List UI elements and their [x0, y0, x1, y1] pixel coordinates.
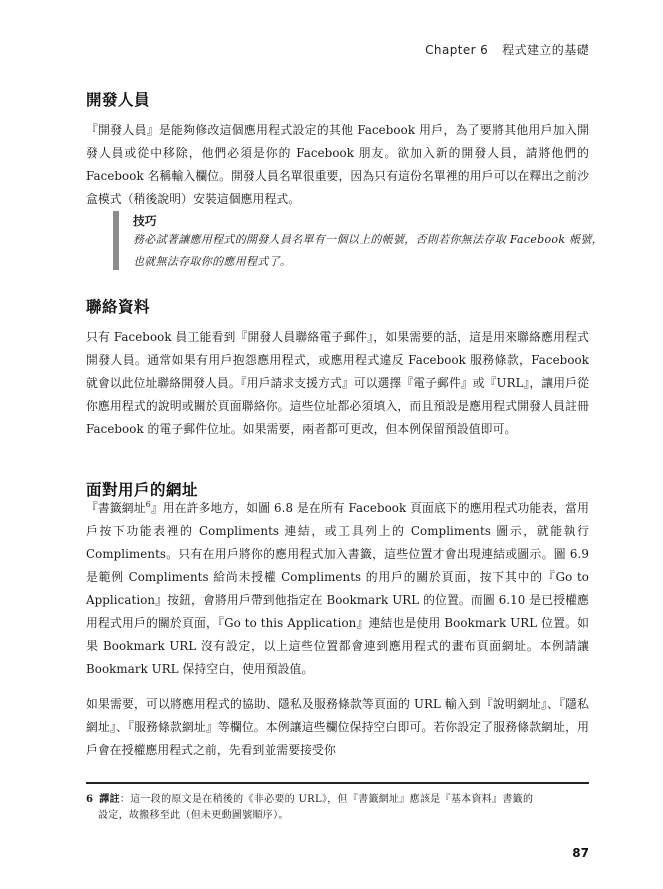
- optional-urls-paragraph: 如果需要，可以將應用程式的協助、隱私及服務條款等頁面的 URL 輸入到『說明網址』、『隱私網址』、『服務條款網址』等欄位。本例讓這些欄位保持空白即可。若你設定了服務條款網址，用戶會在授權應用程式之前，先看到並需要接受你: [86, 697, 589, 757]
- tip-text: 務必試著讓應用程式的開發人員名單有一個以上的帳號，否則若你無法存取 Facebook 帳號，也就無法存取你的應用程式了。: [133, 233, 603, 268]
- footnote-line1: ：這一段的原文是在稍後的《非必要的 URL》，但『書籤網址』應該是『基本資料』書籤的: [119, 794, 534, 805]
- footnote-label: 譯註: [99, 794, 120, 805]
- footnote: [86, 792, 589, 824]
- page-number: 87: [572, 846, 589, 860]
- tip-box: [113, 211, 603, 270]
- contact-paragraph: 只有 Facebook 員工能看到『開發人員聯絡電子郵件』，如果需要的話，這是用來聯絡應用程式開發人員。通常如果有用戶抱怨應用程式，或應用程式違反 Facebook 服務條款，Facebook 就會以此位址聯絡開發人員。『用戶請求支援方式』可以選擇『電子郵件』或『URL』，讓用戶從你應用程式的說明或關於頁面聯絡你。這些位址都必須填入，而且預設是應用程式開發人員註冊 Facebook 的電子郵件位址。如果需要，兩者都可更改，但本例保留預設值即可。: [86, 330, 589, 436]
- user-facing-paragraph-part1: 『書籤網址: [86, 501, 146, 515]
- footnote-ref: 6: [145, 500, 151, 510]
- developers-paragraph: 『開發人員』是能夠修改這個應用程式設定的其他 Facebook 用戶，為了要將其他用戶加入開發人員或從中移除，他們必須是你的 Facebook 朋友。欲加入新的開發人員，請將他們的 Facebook 名稱輸入欄位。開發人員名單很重要，因為只有這份名單裡的用戶可以在釋出之前沙盒模式（稍後說明）安裝這個應用程式。: [86, 123, 589, 206]
- footnote-number: 6: [86, 794, 94, 805]
- header-text: [425, 41, 589, 58]
- section-heading-contact: 聯絡資料: [86, 298, 151, 316]
- footnote-line2: 設定，故搬移至此（但未更動圖號順序）。: [98, 810, 289, 821]
- running-header: [0, 0, 663, 60]
- section-heading-user-facing-urls: 面對用戶的網址: [86, 481, 199, 499]
- user-facing-paragraph-part2: 』用在許多地方，如圖 6.8 是在所有 Facebook 頁面底下的應用程式功能表，當用戶按下功能表裡的 Compliments 連結，或工具列上的 Compliments 圖示，就能執行 Compliments。只有在用戶將你的應用程式加入書籤，這些位置才會出現連結或圖示。圖 6.9 是範例 Compliments 給尚未授權 Compliments 的用戶的關於頁面，按下其中的『Go to Application』按鈕，會將用戶帶到他指定在 Bookmark URL 的位置。而圖 6.10 是已授權應用程式用戶的關於頁面，『Go to this Application』連結也是使用 Bookmark URL 位置。如果 Bookmark URL 沒有設定，以上這些位置都會連到應用程式的畫布頁面網址。本例請讓 Bookmark URL 保持空白，使用預設值。: [86, 501, 589, 676]
- chapter-title: 程式建立的基礎: [502, 43, 589, 57]
- section-heading-developers: 開發人員: [86, 91, 151, 109]
- tip-title: 技巧: [133, 214, 157, 228]
- footnote-divider: [86, 782, 589, 784]
- user-facing-paragraph: [86, 497, 589, 681]
- chapter-label: Chapter 6: [425, 43, 489, 57]
